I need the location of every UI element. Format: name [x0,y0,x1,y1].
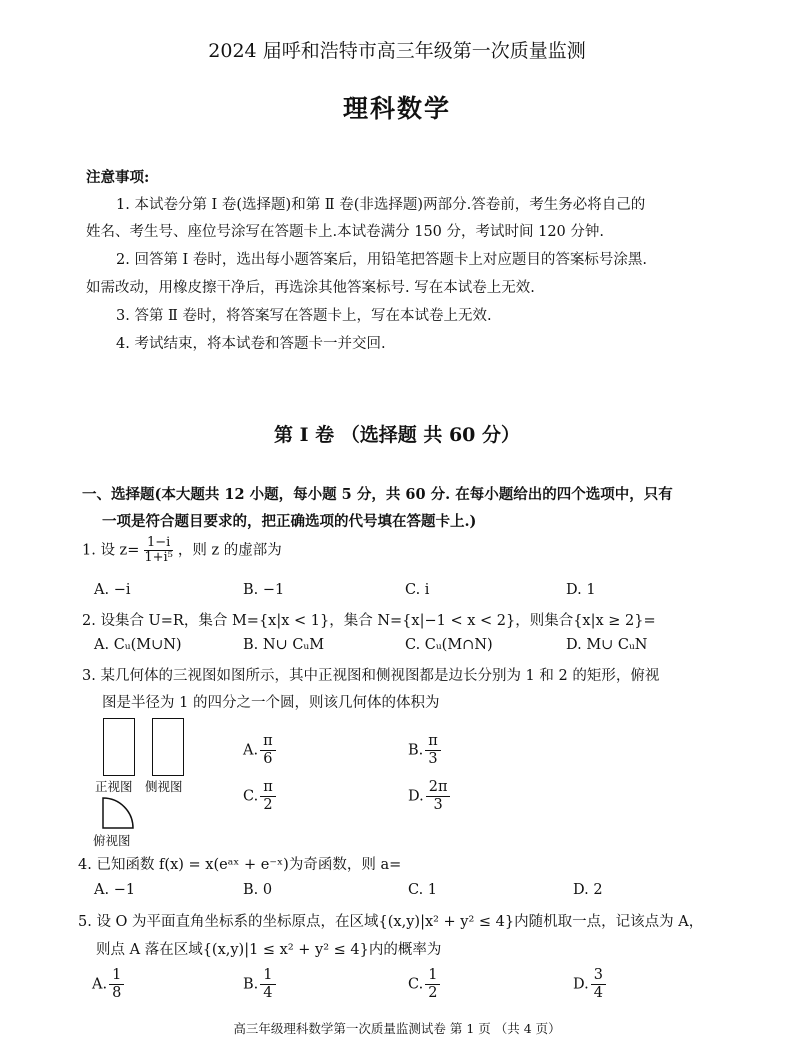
q5-option-b-label: B. [243,976,259,993]
section-intro: 一、选择题(本大题共 12 小题，每小题 5 分，共 60 分. 在每小题给出的四个选项中，只有 [82,486,673,503]
notice-line: 4. 考试结束，将本试卷和答题卡一并交回. [116,336,386,352]
question-1-stem [82,536,282,565]
q3-option-d [408,779,452,814]
q5-a-numerator: 1 [109,967,124,985]
q5-option-d [573,967,608,1002]
q5-option-a-label: A. [92,976,108,993]
section-title: 第 Ⅰ 卷 （选择题 共 60 分） [273,424,521,446]
q3-d-numerator: 2π [426,779,451,797]
q3-b-denominator: 3 [428,751,438,767]
question-5-stem-cont: 则点 A 落在区域{(x,y)|1 ≤ x² + y² ≤ 4}内的概率为 [96,942,442,958]
q3-option-c [243,779,278,814]
q5-b-denominator: 4 [263,985,273,1001]
q3-option-b-fraction [425,733,441,768]
top-view-label: 俯视图 [93,833,131,848]
exam-title: 2024 届呼和浩特市高三年级第一次质量监测 [208,40,586,62]
q4-option-d: D. 2 [573,882,603,898]
q5-c-denominator: 2 [428,985,438,1001]
notice-heading: 注意事项: [86,169,150,186]
side-view-rectangle [152,718,184,776]
page-footer: 高三年级理科数学第一次质量监测试卷 第 1 页 （共 4 页） [233,1021,561,1036]
q3-a-numerator: π [260,733,276,751]
notice-line: 1. 本试卷分第 Ⅰ 卷(选择题)和第 Ⅱ 卷(非选择题)两部分.答卷前，考生务必将自己的 [116,197,646,213]
q1-fraction [141,536,176,565]
q1-option-c: C. i [405,582,430,598]
q3-a-denominator: 6 [263,751,273,767]
q5-d-numerator: 3 [591,967,606,985]
subject-title: 理科数学 [342,94,451,123]
q5-option-c-label: C. [408,976,424,993]
q3-option-a [243,733,278,768]
q5-option-a-fraction [109,967,124,1002]
q3-option-c-fraction [260,779,276,814]
q3-option-b-label: B. [408,742,424,759]
front-view-label: 正视图 [95,779,133,794]
front-view-rectangle [103,718,135,776]
q3-option-b [408,733,443,768]
q1-denominator: 1+i⁵ [144,550,173,565]
q5-option-a [92,967,126,1002]
q5-d-denominator: 4 [593,985,603,1001]
top-view-quarter-circle [100,795,140,831]
q1-suffix: ，则 z 的虚部为 [177,542,282,559]
q2-option-c: C. Cᵤ(M∩N) [405,637,493,653]
q4-option-b: B. 0 [243,882,273,898]
q2-option-a: A. Cᵤ(M∪N) [94,637,182,653]
question-2-stem: 2. 设集合 U=R，集合 M={x|x < 1}，集合 N={x|−1 < x < 2}，则集合{x|x ≥ 2}= [82,613,656,629]
q5-option-b [243,967,278,1002]
question-3-stem-cont: 图是半径为 1 的四分之一个圆，则该几何体的体积为 [102,695,440,711]
q5-option-d-label: D. [573,976,589,993]
q5-option-c-fraction [425,967,440,1002]
q5-a-denominator: 8 [112,985,122,1001]
notice-line: 2. 回答第 Ⅰ 卷时，选出每小题答案后，用铅笔把答题卡上对应题目的答案标号涂黑. [116,252,647,268]
q2-option-d: D. M∪ CᵤN [566,637,648,653]
q3-d-denominator: 3 [433,797,443,813]
question-4-stem: 4. 已知函数 f(x) = x(eᵃˣ + e⁻ˣ)为奇函数，则 a= [78,857,402,873]
q2-option-b: B. N∪ CᵤM [243,637,325,653]
q3-option-c-label: C. [243,788,259,805]
q3-option-a-label: A. [243,742,259,759]
q1-prefix: 1. 设 z= [82,542,140,559]
question-5-stem: 5. 设 O 为平面直角坐标系的坐标原点，在区域{(x,y)|x² + y² ≤ 4}内随机取一点，记该点为 A， [78,914,704,930]
q3-option-d-fraction [426,779,451,814]
q5-option-b-fraction [260,967,275,1002]
question-3-stem: 3. 某几何体的三视图如图所示，其中正视图和侧视图都是边长分别为 1 和 2 的矩形，俯视 [82,668,660,684]
notice-line: 如需改动，用橡皮擦干净后，再选涂其他答案标号. 写在本试卷上无效. [86,280,535,296]
q5-option-c [408,967,442,1002]
q3-option-a-fraction [260,733,276,768]
q4-option-a: A. −1 [94,882,136,898]
q3-b-numerator: π [425,733,441,751]
side-view-label: 侧视图 [145,779,183,794]
section-intro: 一项是符合题目要求的，把正确选项的代号填在答题卡上.) [102,513,477,530]
q5-c-numerator: 1 [425,967,440,985]
notice-line: 姓名、考生号、座位号涂写在答题卡上.本试卷满分 150 分，考试时间 120 分钟. [86,224,605,240]
q5-option-d-fraction [591,967,606,1002]
notice-line: 3. 答第 Ⅱ 卷时，将答案写在答题卡上，写在本试卷上无效. [116,308,492,324]
q4-option-c: C. 1 [408,882,438,898]
q1-option-d: D. 1 [566,582,596,598]
q1-option-b: B. −1 [243,582,285,598]
q1-option-a: A. −i [94,582,131,598]
q5-b-numerator: 1 [260,967,275,985]
q3-option-d-label: D. [408,788,424,805]
q3-c-numerator: π [260,779,276,797]
q1-numerator: 1−i [144,536,173,551]
q3-c-denominator: 2 [263,797,273,813]
